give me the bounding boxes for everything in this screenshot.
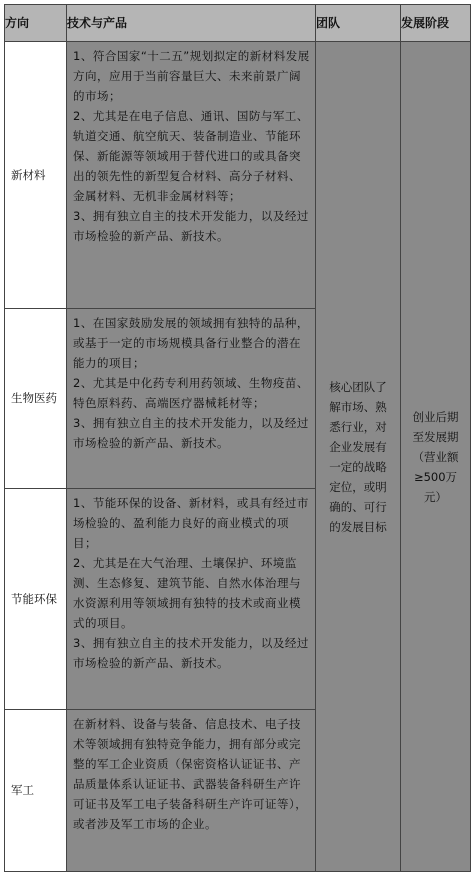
direction-cell: 新材料 bbox=[5, 42, 67, 309]
tech-item: 2、尤其是在大气治理、土壤保护、环境监测、生态修复、建筑节能、自然水体治理与水资源利用等领域拥有独特的技术或商业模式的项目。 bbox=[73, 556, 301, 631]
table-row bbox=[5, 42, 471, 309]
tech-cell bbox=[67, 308, 316, 488]
stage-cell: 创业后期至发展期（营业额≥500万元） bbox=[401, 42, 471, 872]
direction-cell: 军工 bbox=[5, 709, 67, 871]
tech-item: 1、符合国家“十二五”规划拟定的新材料发展方向，应用于当前容量巨大、未来前景广阔的市场； bbox=[73, 49, 310, 104]
tech-cell bbox=[67, 489, 316, 710]
tech-cell bbox=[67, 709, 316, 871]
tech-item: 1、节能环保的设备、新材料，或具有经过市场检验的、盈利能力良好的商业模式的项目； bbox=[73, 496, 309, 551]
direction-cell: 生物医药 bbox=[5, 308, 67, 488]
tech-cell bbox=[67, 42, 316, 309]
header-tech: 技术与产品 bbox=[67, 5, 316, 42]
tech-item: 3、拥有独立自主的技术开发能力，以及经过市场检验的新产品、新技术。 bbox=[73, 209, 309, 244]
tech-item: 2、尤其是中化药专利用药领域、生物疫苗、特色原料药、高端医疗器械耗材等； bbox=[73, 375, 309, 410]
header-direction: 方向 bbox=[5, 5, 67, 42]
team-cell: 核心团队了解市场、熟悉行业，对企业发展有一定的战略定位，或明确的、可行的发展目标 bbox=[316, 42, 401, 872]
header-row bbox=[5, 5, 471, 42]
tech-item: 3、拥有独立自主的技术开发能力，以及经过市场检验的新产品、新技术。 bbox=[73, 636, 309, 671]
tech-item: 在新材料、设备与装备、信息技术、电子技术等领域拥有独特竞争能力，拥有部分或完整的军工企业资质（保密资格认证证书、产品质量体系认证证书、武器装备科研生产许可证书及军工电子装备科研生产许可证等），或者涉及军工市场的企业。 bbox=[73, 716, 308, 831]
direction-cell: 节能环保 bbox=[5, 489, 67, 710]
header-team: 团队 bbox=[316, 5, 401, 42]
tech-item: 1、在国家鼓励发展的领域拥有独特的品种，或基于一定的市场规模具备行业整合的潜在能力的项目； bbox=[73, 315, 309, 370]
tech-item: 3、拥有独立自主的技术开发能力，以及经过市场检验的新产品、新技术。 bbox=[73, 415, 309, 450]
tech-item: 2、尤其是在电子信息、通讯、国防与军工、轨道交通、航空航天、装备制造业、节能环保、新能源等领域用于替代进口的或具备突出的领先性的新型复合材料、高分子材料、金属材料、无机非金属材料等； bbox=[73, 109, 309, 204]
investment-criteria-table bbox=[4, 4, 471, 872]
header-stage: 发展阶段 bbox=[401, 5, 471, 42]
